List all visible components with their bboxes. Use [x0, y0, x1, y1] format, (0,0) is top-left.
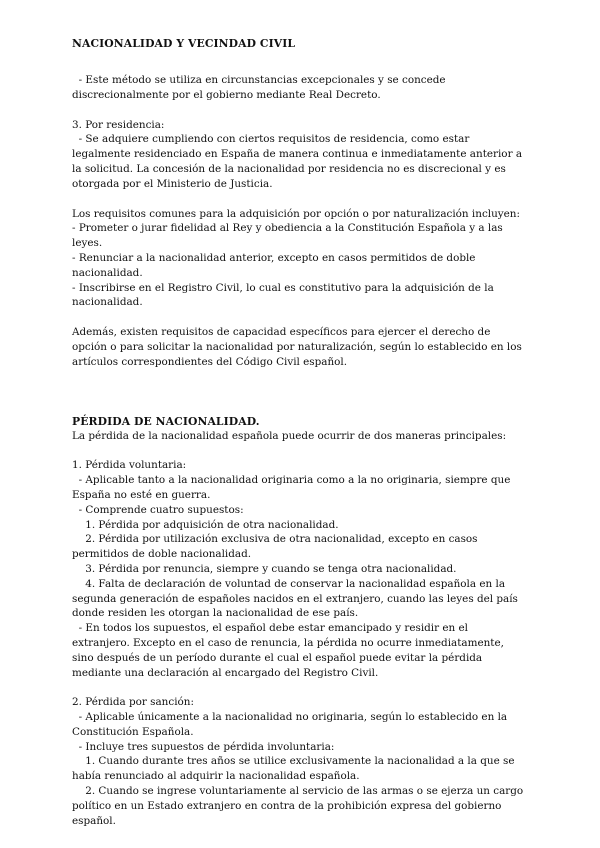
document-body — [72, 36, 528, 828]
requirements-intro: Los requisitos comunes para la adquisición por opción o por naturalización incluyen: — [72, 207, 520, 220]
paragraph-residencia: - Se adquiere cumpliendo con ciertos requisitos de residencia, como estar legalmente residenciado en España de manera continua e inmediatamente anterior a la solicitud. La concesión de la nacionalidad por residencia no es discrecional y es otorgada por el Ministerio de Justicia. — [72, 133, 526, 190]
sancion-supuesto-2: 2. Cuando se ingrese voluntariamente al servicio de las armas o se ejerza un cargo político en un Estado extranjero en contra de la prohibición expresa del gobierno español. — [72, 785, 527, 827]
supuesto-1: 1. Pérdida por adquisición de otra nacionalidad. — [72, 518, 339, 531]
paragraph-real-decreto: - Este método se utiliza en circunstancias excepcionales y se concede discrecionalmente por el gobierno mediante Real Decreto. — [72, 74, 449, 101]
voluntaria-item-1: - Aplicable tanto a la nacionalidad originaria como a la no originaria, siempre que España no esté en guerra. — [72, 474, 514, 501]
heading-perdida-voluntaria: 1. Pérdida voluntaria: — [72, 459, 187, 472]
requirement-item-3: - Inscribirse en el Registro Civil, lo cual es constitutivo para la adquisición de la nacionalidad. — [72, 281, 494, 309]
requirement-item-1: - Prometer o jurar fidelidad al Rey y obediencia a la Constitución Española y a las leyes. — [72, 222, 503, 250]
section-title-perdida: PÉRDIDA DE NACIONALIDAD. — [72, 414, 260, 428]
supuesto-2: 2. Pérdida por utilización exclusiva de otra nacionalidad, excepto en casos permitidos de doble nacionalidad. — [72, 533, 481, 561]
sancion-supuesto-1: 1. Cuando durante tres años se utilice exclusivamente la nacionalidad a la que se había renunciado al adquirir la nacionalidad española. — [72, 755, 518, 783]
voluntaria-item-2: - Comprende cuatro supuestos: — [72, 503, 244, 516]
requirement-item-2: - Renunciar a la nacionalidad anterior, excepto en casos permitidos de doble nacionalidad. — [72, 251, 476, 279]
voluntaria-item-3: - En todos los supuestos, el español debe estar emancipado y residir en el extranjero. Excepto en el caso de renuncia, la pérdida no ocurre inmediatamente, sino después de un período durante el cual el español puede evitar la pérdida mediante una declaración al encargado del Registro Civil. — [72, 622, 508, 679]
heading-por-residencia: 3. Por residencia: — [72, 118, 165, 131]
section-title-nacionalidad: NACIONALIDAD Y VECINDAD CIVIL — [72, 37, 296, 50]
paragraph-capacidad: Además, existen requisitos de capacidad específicos para ejercer el derecho de opción o para solicitar la nacionalidad por naturalización, según lo establecido en los artículos correspondientes del Código Civil español. — [72, 326, 522, 368]
heading-perdida-sancion: 2. Pérdida por sanción: — [72, 696, 194, 709]
perdida-intro: La pérdida de la nacionalidad española puede ocurrir de dos maneras principales: — [72, 429, 507, 442]
sancion-item-2: - Incluye tres supuestos de pérdida involuntaria: — [72, 740, 335, 753]
supuesto-4: 4. Falta de declaración de voluntad de conservar la nacionalidad española en la segunda generación de españoles nacidos en el extranjero, cuando las leyes del país donde residen les otorgan la nacionalidad de ese país. — [72, 577, 522, 620]
supuesto-3: 3. Pérdida por renuncia, siempre y cuando se tenga otra nacionalidad. — [72, 562, 457, 575]
sancion-item-1: - Aplicable únicamente a la nacionalidad no originaria, según lo establecido en la Constitución Española. — [72, 711, 511, 738]
